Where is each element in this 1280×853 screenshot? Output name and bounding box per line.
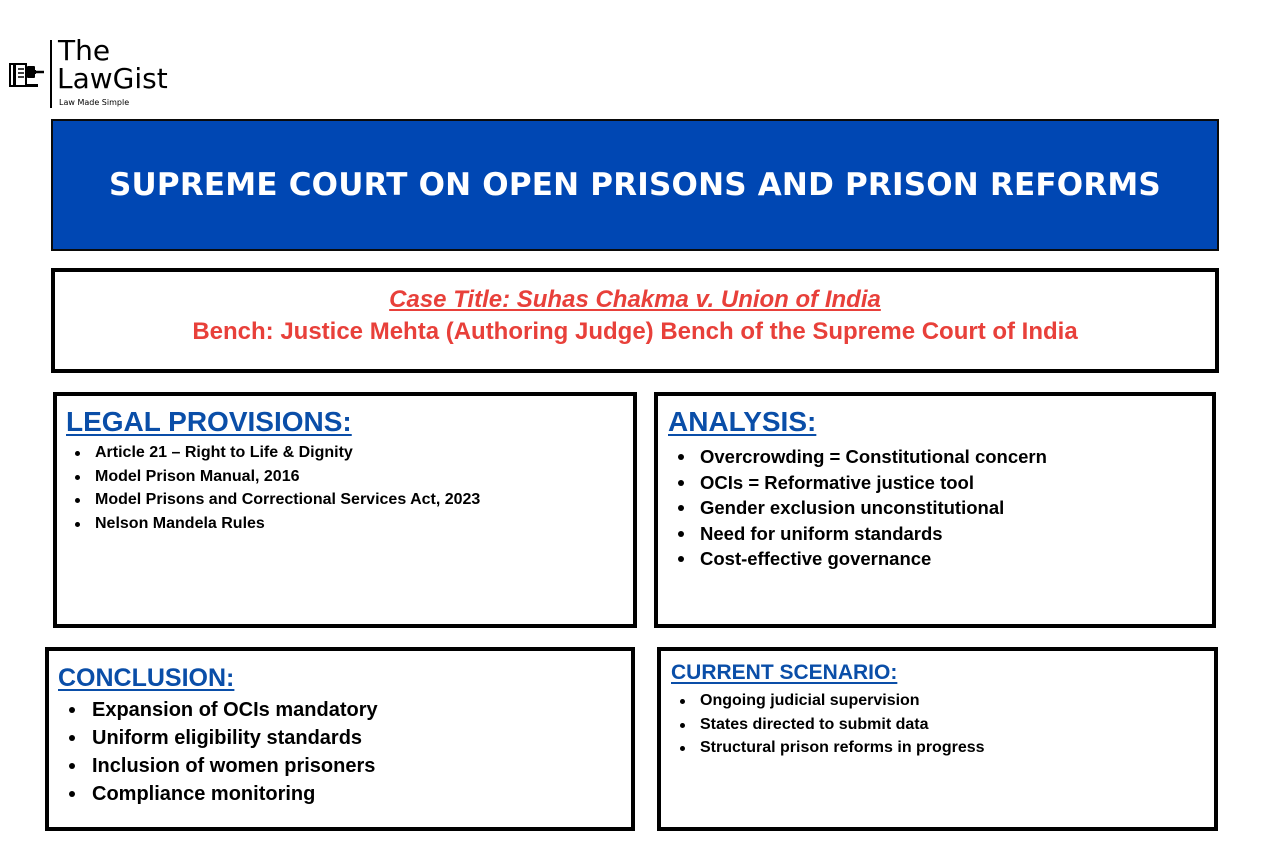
case-title: Case Title: Suhas Chakma v. Union of India [389, 286, 881, 313]
analysis-list [658, 438, 1212, 572]
legal-provisions-box [53, 392, 637, 628]
current-scenario-heading: CURRENT SCENARIO: [671, 661, 898, 684]
title-banner [51, 119, 1219, 251]
case-bench: Bench: Justice Mehta (Authoring Judge) Bench of the Supreme Court of India [192, 318, 1078, 345]
gavel-book-icon [8, 56, 46, 94]
current-scenario-box [657, 647, 1218, 831]
list-item: Expansion of OCIs mandatory [92, 696, 631, 724]
conclusion-box [45, 647, 635, 831]
page-title: SUPREME COURT ON OPEN PRISONS AND PRISON REFORMS [109, 167, 1161, 203]
list-item: Compliance monitoring [92, 780, 631, 808]
conclusion-list [49, 692, 631, 808]
list-item: Model Prisons and Correctional Services Act, 2023 [95, 488, 633, 512]
logo-text-the: The [58, 34, 111, 67]
list-item: Nelson Mandela Rules [95, 512, 633, 536]
list-item: Article 21 – Right to Life & Dignity [95, 441, 633, 465]
list-item: Uniform eligibility standards [92, 724, 631, 752]
logo-divider [50, 40, 52, 108]
list-item: Cost-effective governance [700, 546, 1212, 572]
conclusion-heading: CONCLUSION: [58, 664, 235, 692]
list-item: OCIs = Reformative justice tool [700, 470, 1212, 496]
list-item: Inclusion of women prisoners [92, 752, 631, 780]
legal-provisions-heading: LEGAL PROVISIONS: [66, 406, 352, 437]
list-item: Structural prison reforms in progress [700, 736, 1214, 760]
legal-provisions-list [57, 438, 633, 535]
logo-text-brand: LawGist [57, 62, 168, 95]
list-item: States directed to submit data [700, 713, 1214, 737]
list-item: Ongoing judicial supervision [700, 689, 1214, 713]
current-scenario-list [661, 685, 1214, 760]
analysis-heading: ANALYSIS: [668, 406, 817, 437]
case-info-box [51, 268, 1219, 373]
logo [8, 34, 198, 112]
list-item: Model Prison Manual, 2016 [95, 465, 633, 489]
analysis-box [654, 392, 1216, 628]
list-item: Overcrowding = Constitutional concern [700, 444, 1212, 470]
list-item: Need for uniform standards [700, 521, 1212, 547]
logo-tagline: Law Made Simple [59, 98, 130, 107]
list-item: Gender exclusion unconstitutional [700, 495, 1212, 521]
